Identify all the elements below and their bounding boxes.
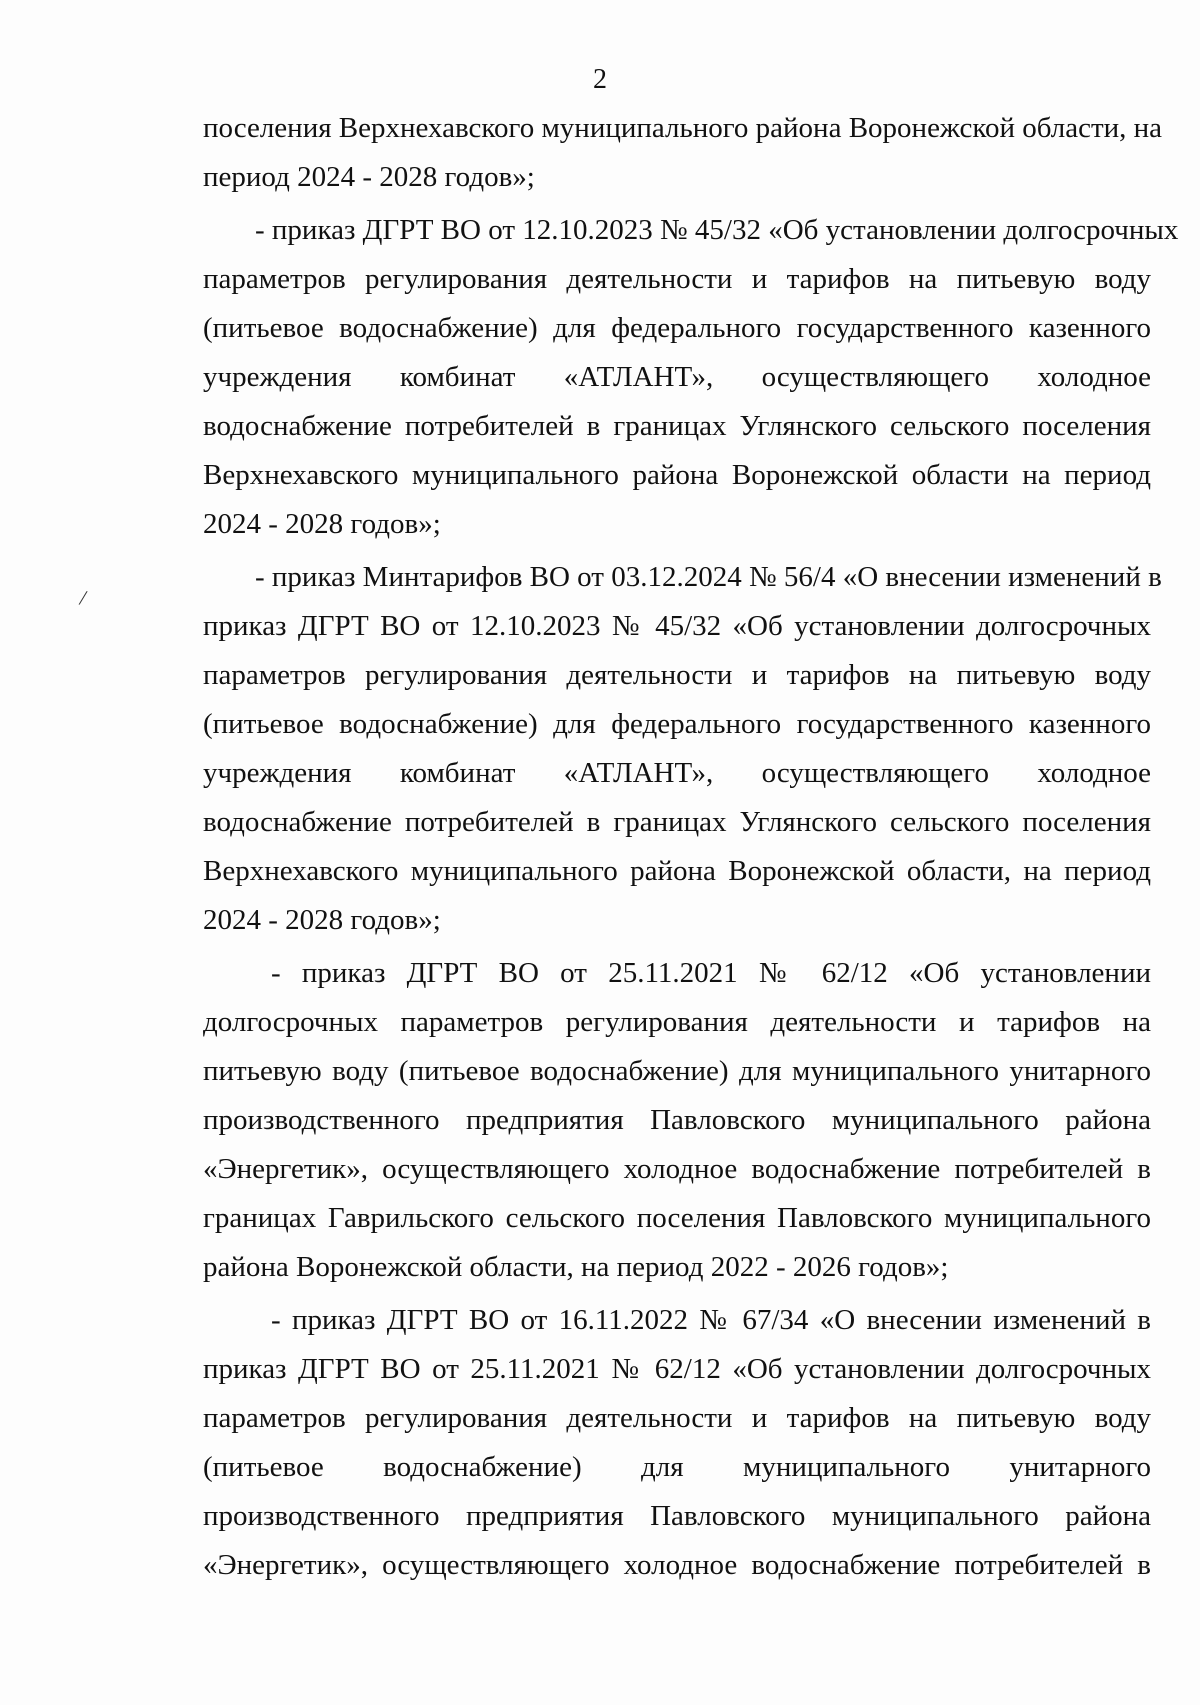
text-line: (питьевое водоснабжение) для федерального государственного казенного <box>203 708 1151 740</box>
stray-mark: / <box>77 584 89 611</box>
text-line: питьевую воду (питьевое водоснабжение) для муниципального унитарного <box>203 1055 1151 1087</box>
paragraph-order-45-32 <box>203 206 1179 549</box>
text-line: района Воронежской области, на период 2022 - 2026 годов»; <box>203 1251 949 1283</box>
text-line: - приказ Минтарифов ВО от 03.12.2024 № 56/4 «О внесении изменений в <box>255 561 1162 593</box>
text-line: «Энергетик», осуществляющего холодное водоснабжение потребителей в <box>203 1549 1151 1581</box>
text-line: - приказ ДГРТ ВО от 16.11.2022 № 67/34 «О внесении изменений в <box>271 1304 1151 1336</box>
text-line: (питьевое водоснабжение) для муниципального унитарного <box>203 1451 1151 1483</box>
text-line: - приказ ДГРТ ВО от 12.10.2023 № 45/32 «Об установлении долгосрочных <box>255 214 1179 246</box>
text-line: период 2024 - 2028 годов»; <box>203 161 535 193</box>
text-line: Верхнехавского муниципального района Воронежской области на период <box>203 459 1151 491</box>
text-line: водоснабжение потребителей в границах Углянского сельского поселения <box>203 806 1151 838</box>
paragraph-order-67-34 <box>203 1296 1151 1590</box>
paragraph-continuation <box>203 104 1163 202</box>
text-line: 2024 - 2028 годов»; <box>203 904 441 936</box>
document-body <box>203 104 1179 1590</box>
text-line: производственного предприятия Павловского муниципального района <box>203 1500 1151 1532</box>
text-line: границах Гаврильского сельского поселения Павловского муниципального <box>203 1202 1151 1234</box>
text-line: приказ ДГРТ ВО от 25.11.2021 № 62/12 «Об установлении долгосрочных <box>203 1353 1151 1385</box>
text-line: Верхнехавского муниципального района Воронежской области, на период <box>203 855 1151 887</box>
text-line: параметров регулирования деятельности и тарифов на питьевую воду <box>203 659 1151 691</box>
text-line: учреждения комбинат «АТЛАНТ», осуществляющего холодное <box>203 757 1151 789</box>
text-line: 2024 - 2028 годов»; <box>203 508 441 540</box>
paragraph-order-62-12 <box>203 949 1151 1292</box>
text-line: параметров регулирования деятельности и тарифов на питьевую воду <box>203 263 1151 295</box>
text-line: «Энергетик», осуществляющего холодное водоснабжение потребителей в <box>203 1153 1151 1185</box>
text-line: - приказ ДГРТ ВО от 25.11.2021 № 62/12 «Об установлении <box>271 957 1151 989</box>
text-line: поселения Верхнехавского муниципального района Воронежской области, на <box>203 112 1163 144</box>
text-line: параметров регулирования деятельности и тарифов на питьевую воду <box>203 1402 1151 1434</box>
text-line: (питьевое водоснабжение) для федерального государственного казенного <box>203 312 1151 344</box>
text-line: водоснабжение потребителей в границах Углянского сельского поселения <box>203 410 1151 442</box>
text-line: долгосрочных параметров регулирования деятельности и тарифов на <box>203 1006 1151 1038</box>
page-number: 2 <box>593 64 607 95</box>
text-line: учреждения комбинат «АТЛАНТ», осуществляющего холодное <box>203 361 1151 393</box>
text-line: производственного предприятия Павловского муниципального района <box>203 1104 1151 1136</box>
paragraph-order-56-4 <box>203 553 1162 945</box>
text-line: приказ ДГРТ ВО от 12.10.2023 № 45/32 «Об установлении долгосрочных <box>203 610 1151 642</box>
